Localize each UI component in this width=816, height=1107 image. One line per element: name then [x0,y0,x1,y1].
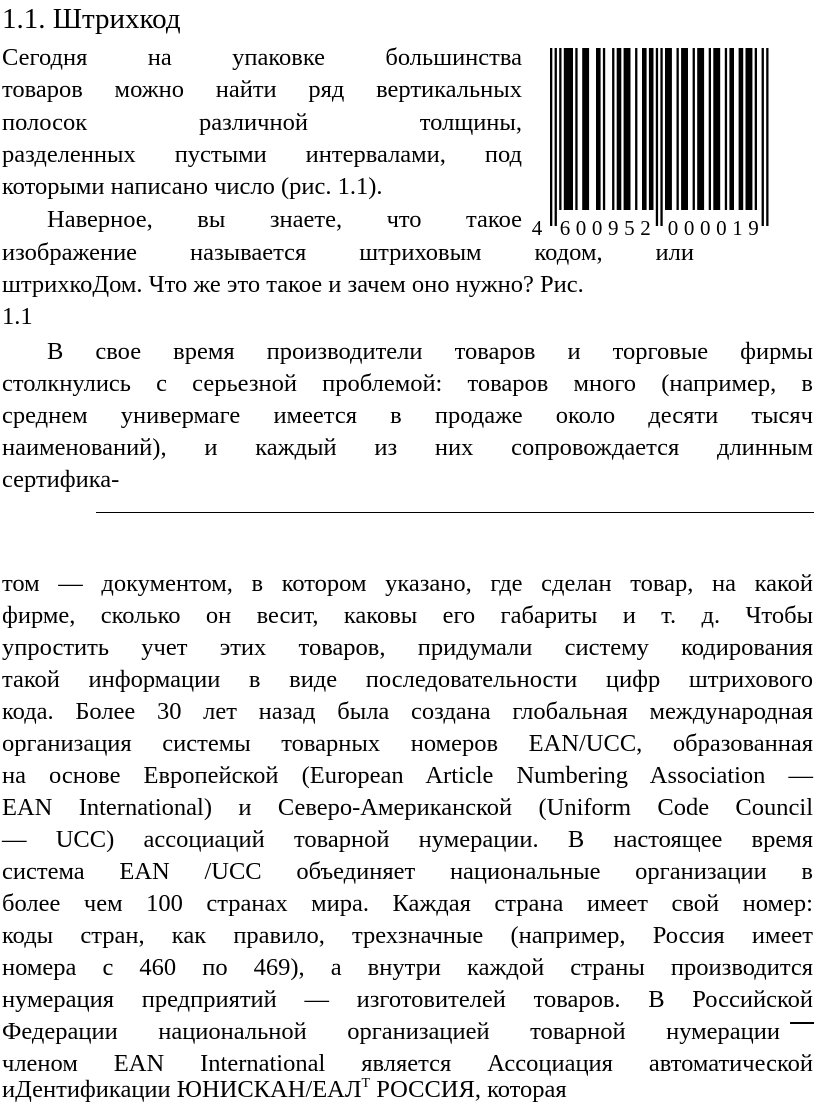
barcode-image [528,42,786,242]
para4-line-13: номера с 460 по 469), а внутри каждой страны производится [2,954,813,981]
barcode-bar-1 [555,48,557,226]
barcode-bar-24 [729,48,734,210]
superscript-t: Т [361,1076,371,1091]
barcode-bar-25 [739,48,744,210]
barcode-digit-7: 0 [667,216,679,240]
para1-line-4: разделенных пустыми интервалами, под [2,141,522,168]
para4-line-7: на основе Европейской (European Article Numbering Association — [2,762,813,789]
para2-line-4: 1.1 [2,303,33,330]
para4-line-6: организация системы товарных номеров EAN/UCC, образованная [2,730,813,757]
barcode-digit-8: 0 [683,216,695,240]
barcode-digit-4: 9 [608,216,619,240]
barcode-bar-5 [582,48,589,210]
barcode-figure [528,42,786,242]
para4-line-11: более чем 100 странах мира. Каждая страна имеет свой номер: [2,890,813,917]
barcode-bar-28 [762,48,764,226]
barcode-bar-3 [564,48,573,210]
para4-line-16: членом EAN International является Ассоциация автоматической [2,1050,813,1077]
para1-line-1: Сегодня на упаковке большинства [2,44,522,71]
barcode-bar-4 [575,48,577,210]
para4-line-3: упростить учет этих товаров, придумали систему кодирования [2,634,813,661]
barcode-bar-19 [693,48,695,210]
para2-line-1: Наверное, вы знаете, что такое [47,206,522,233]
barcode-bar-7 [603,48,605,210]
para4-line-15: Федерации национальной организацией товарной нумерации [2,1018,780,1045]
barcode-digit-11: 1 [732,216,743,240]
barcode-bar-26 [746,48,753,210]
para4-line-5: кода. Более 30 лет назад была создана глобальная международная [2,698,813,725]
page-break-rule [96,512,814,513]
para4-line-10: система EAN /UCC объединяет национальные организации в [2,858,813,885]
para3-line-1: В свое время производители товаров и торговые фирмы [47,338,813,365]
barcode-bar-13 [649,48,654,210]
dash-mark [790,1022,814,1024]
barcode-digit-10: 0 [716,216,727,240]
barcode-digit-12: 9 [748,216,759,240]
para4-last-line [2,1074,567,1106]
para1-line-3: полосок различной толщины, [2,109,522,136]
barcode-bar-0 [550,48,552,226]
section-heading: 1.1. Штрихкод [2,3,181,35]
para4-line-2: фирме, сколько он весит, каковы его габариты и т. д. Чтобы [2,602,813,629]
last-line-end: РОССИЯ, которая [370,1076,567,1103]
barcode-bar-21 [709,48,711,210]
para4-line-1: том — документом, в котором указано, где сделан товар, на какой [2,570,813,597]
barcode-bar-16 [665,48,672,210]
barcode-digit-first: 4 [531,216,543,240]
barcode-bar-18 [681,48,688,210]
para4-line-9: — UCC) ассоциаций товарной нумерации. В настоящее время [2,826,813,853]
para2-line-2: изображение называется штриховым кодом, или [2,239,694,266]
para1-line-2: товаров можно найти ряд вертикальных [2,76,522,103]
para3-line-4: наименований), и каждый из них сопровождается длинным [2,434,813,461]
para4-line-8: EAN International) и Северо-Американской (Uniform Code Council [2,794,813,821]
barcode-digit-5: 5 [624,216,635,240]
barcode-bar-2 [559,48,561,210]
para2-line-3: штрихкоДом. Что же это такое и зачем оно нужно? Рис. [2,271,584,298]
barcode-bar-14 [656,48,658,226]
para1-line-5: которыми написано число (рис. 1.1). [2,173,383,200]
barcode-bar-23 [725,48,727,210]
barcode-bar-20 [697,48,704,210]
para3-line-5: сертифика- [2,466,120,493]
barcode-bar-27 [755,48,757,210]
barcode-bar-11 [635,48,637,210]
para4-line-4: такой информации в виде последовательности цифр штрихового [2,666,813,693]
barcode-bar-29 [766,48,768,226]
barcode-bar-17 [677,48,679,210]
barcode-digit-2: 0 [575,216,587,240]
barcode-bar-10 [624,48,631,210]
barcode-bar-12 [642,48,647,210]
barcode-digit-3: 0 [591,216,603,240]
barcode-bar-8 [612,48,614,210]
barcode-bar-9 [617,48,622,210]
barcode-digit-9: 0 [700,216,711,240]
barcode-digit-6: 2 [640,216,651,240]
para4-line-12: коды стран, как правило, трехзначные (например, Россия имеет [2,922,813,949]
barcode-bar-15 [660,48,662,226]
barcode-bar-6 [596,48,601,210]
para3-line-2: столкнулись с серьезной проблемой: товаров много (например, в [2,370,813,397]
para4-line-14: нумерация предприятий — изготовителей товаров. В Российской [2,986,813,1013]
last-line-start: иДентификации ЮНИСКАН/ЕАЛ [2,1076,362,1103]
barcode-digit-1: 6 [559,216,571,240]
para3-line-3: среднем универмаге имеется в продаже около десяти тысяч [2,402,813,429]
barcode-bar-22 [713,48,720,210]
